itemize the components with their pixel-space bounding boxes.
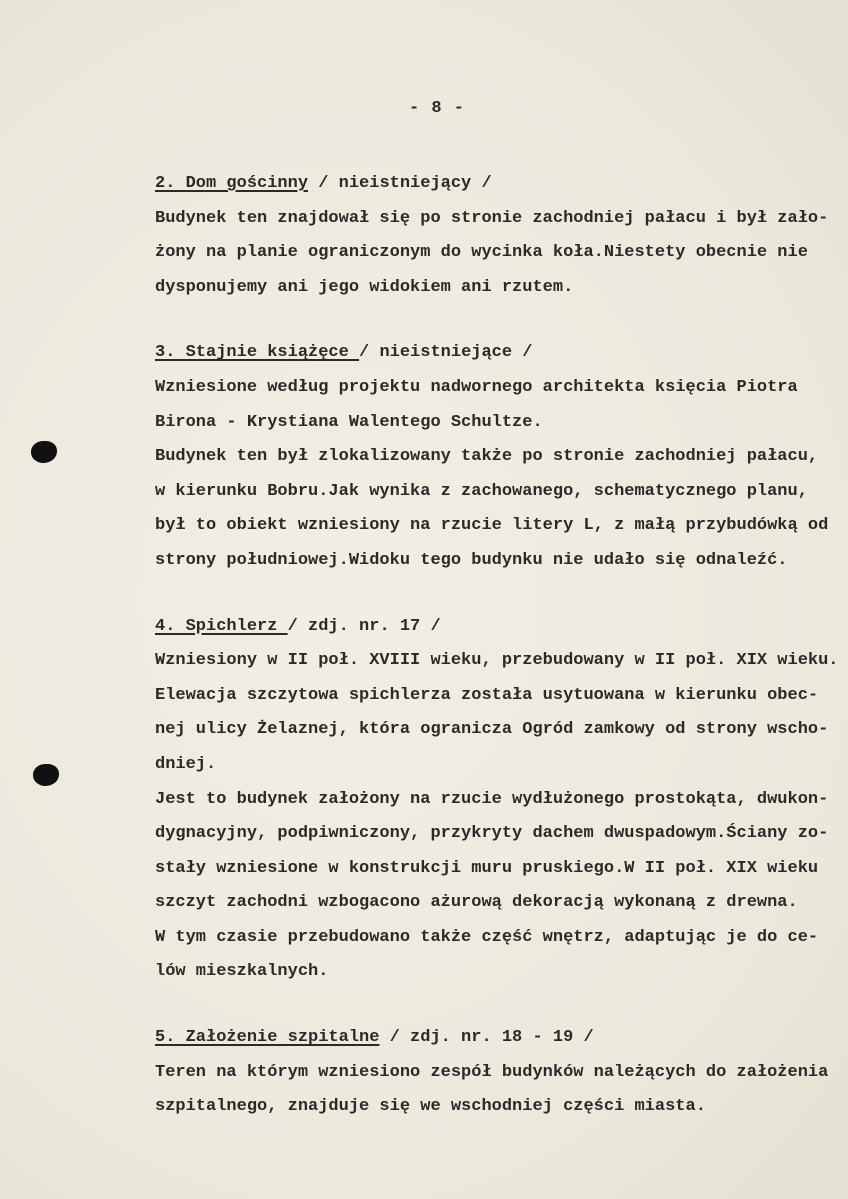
section-heading-note: / zdj. nr. 18 - 19 / — [379, 1028, 594, 1048]
page-number: - 8 - — [408, 99, 465, 118]
text-line: Budynek ten znajdował się po stronie zachodniej pałacu i był zało- — [155, 208, 829, 228]
text-line: Birona - Krystiana Walentego Schultze. — [155, 412, 543, 432]
text-line: dniej. — [155, 754, 217, 774]
section-heading — [155, 167, 845, 202]
text-line: lów mieszkalnych. — [155, 962, 329, 982]
text-line: stały wzniesione w konstrukcji muru pruskiego.W II poł. XIX wieku — [155, 858, 819, 878]
text-line: Jest to budynek założony na rzucie wydłużonego prostokąta, dwukon- — [155, 789, 829, 809]
section-heading — [155, 610, 845, 645]
punch-hole — [31, 441, 57, 463]
section-heading-title: 5. Założenie szpitalne — [155, 1028, 380, 1048]
section-heading-title: 2. Dom gościnny — [155, 174, 309, 193]
text-line: żony na planie ograniczonym do wycinka koła.Niestety obecnie nie — [155, 243, 808, 263]
section — [155, 336, 845, 578]
section-heading — [155, 1021, 845, 1056]
section — [155, 610, 845, 991]
text-line: szpitalnego, znajduje się we wschodniej części miasta. — [155, 1097, 706, 1117]
text-line: Teren na którym wzniesiono zespół budynków należących do założenia — [155, 1062, 829, 1082]
section-heading-note: / zdj. nr. 17 / — [287, 616, 441, 636]
text-line: Budynek ten był zlokalizowany także po stronie zachodniej pałacu, — [155, 447, 819, 467]
text-line: był to obiekt wzniesiony na rzucie litery L, z małą przybudówką od — [155, 516, 829, 536]
section-heading-note: / nieistniejący / — [308, 174, 492, 193]
document-body — [155, 167, 845, 1156]
punch-hole — [33, 764, 59, 786]
text-line: Wzniesione według projektu nadwornego architekta księcia Piotra — [155, 377, 798, 397]
section — [155, 167, 845, 305]
section-heading-title: 4. Spichlerz — [155, 616, 288, 636]
section-heading-note: / nieistniejące / — [359, 343, 533, 363]
text-line: dysponujemy ani jego widokiem ani rzutem. — [155, 277, 574, 297]
text-line: w kierunku Bobru.Jak wynika z zachowanego, schematycznego planu, — [155, 481, 808, 501]
text-line: nej ulicy Żelaznej, która ogranicza Ogród zamkowy od strony wscho- — [155, 720, 829, 740]
text-line: dygnacyjny, podpiwniczony, przykryty dachem dwuspadowym.Ściany zo- — [155, 824, 829, 844]
text-line: strony południowej.Widoku tego budynku nie udało się odnaleźć. — [155, 550, 788, 570]
section — [155, 1021, 845, 1125]
section-heading-title: 3. Stajnie książęce — [155, 343, 360, 363]
text-line: W tym czasie przebudowano także część wnętrz, adaptując je do ce- — [155, 927, 819, 947]
text-line: Wzniesiony w II poł. XVIII wieku, przebudowany w II poł. XIX wieku. — [155, 651, 839, 671]
text-line: szczyt zachodni wzbogacono ażurową dekoracją wykonaną z drewna. — [155, 893, 798, 913]
section-heading — [155, 336, 845, 371]
text-line: Elewacja szczytowa spichlerza została usytuowana w kierunku obec- — [155, 685, 819, 705]
